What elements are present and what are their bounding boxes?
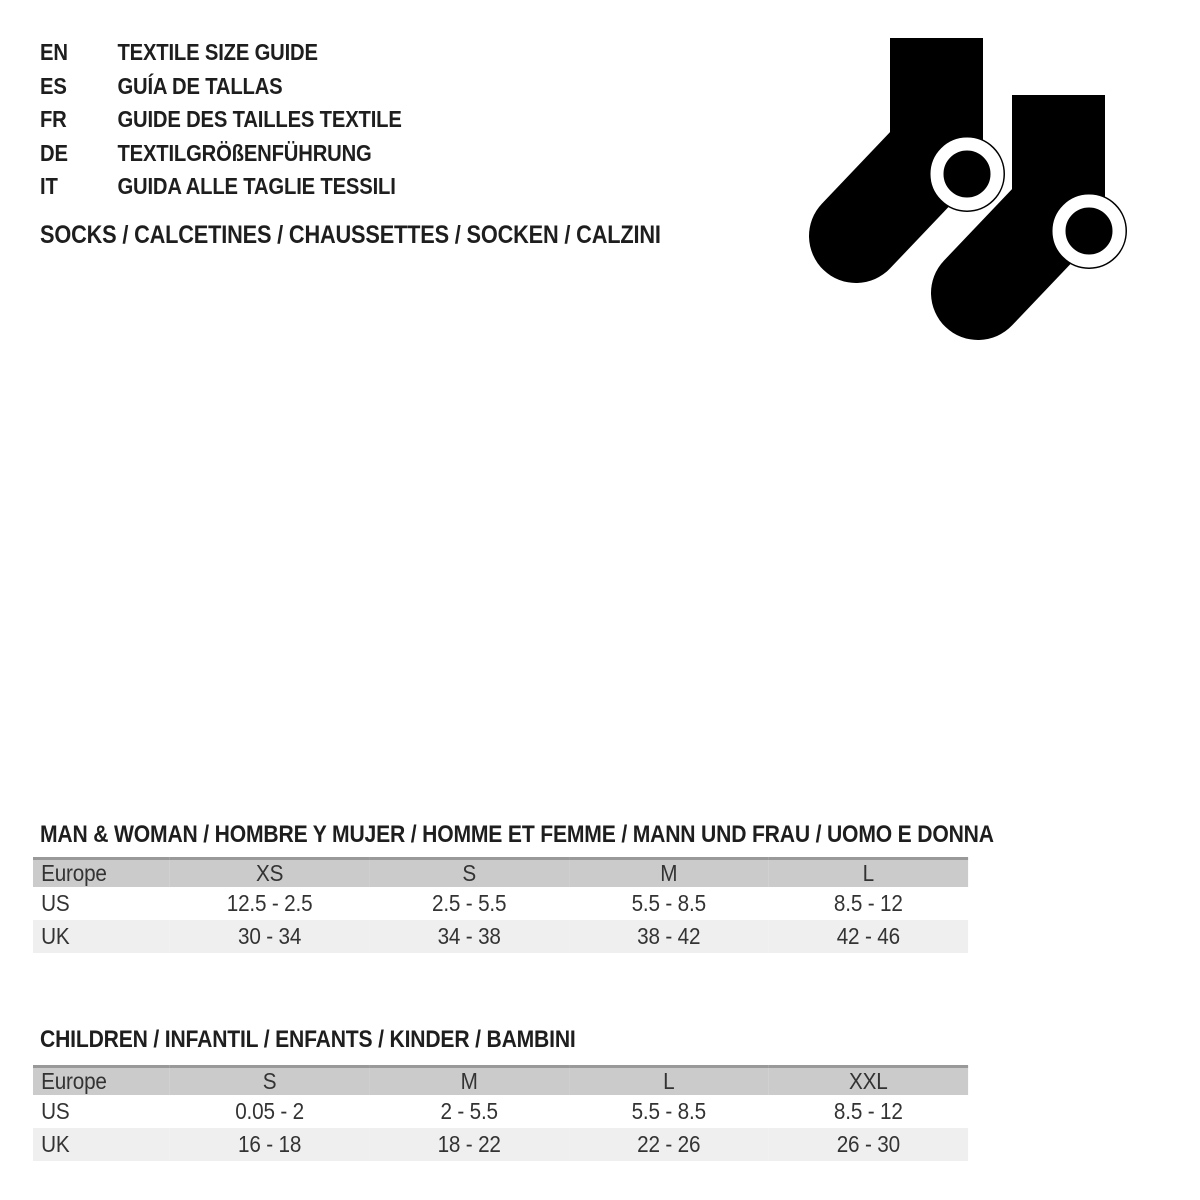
size-value: 0.05 - 2 [235,1098,304,1124]
language-code: EN [40,39,68,65]
sock-shape-left [856,38,1005,236]
language-code: ES [40,72,67,99]
section-title-children: CHILDREN / INFANTIL / ENFANTS / KINDER / BAMBINI [40,1026,576,1053]
row-label: UK [41,923,70,949]
size-value: 8.5 - 12 [833,1098,903,1124]
column-header: Europe [41,860,107,886]
column-header: Europe [41,1068,107,1094]
size-value: 38 - 42 [637,923,701,949]
size-value: 2 - 5.5 [440,1098,498,1124]
column-header: L [663,1068,675,1094]
language-title: GUIDA ALLE TAGLIE TESSILI [117,173,396,199]
language-code: DE [40,139,68,166]
row-label: UK [41,1131,70,1157]
socks-icon [780,30,1160,360]
language-title: TEXTILGRÖßENFÜHRUNG [117,139,372,166]
size-value: 22 - 26 [637,1131,701,1157]
column-header: S [262,1068,277,1094]
row-label: US [41,1098,70,1124]
column-header: M [660,860,678,886]
size-table-man-woman [33,857,968,953]
size-value: 2.5 - 5.5 [431,890,507,916]
table-header-row [33,859,968,888]
language-code: FR [40,106,67,132]
product-category-line: SOCKS / CALCETINES / CHAUSSETTES / SOCKEN / CALZINI [40,221,661,249]
table-header-row [33,1067,968,1096]
table-row-us [33,1095,968,1128]
size-value: 5.5 - 8.5 [631,890,706,916]
section-title-man-woman: MAN & WOMAN / HOMBRE Y MUJER / HOMME ET FEMME / MANN UND FRAU / UOMO E DONNA [40,821,994,848]
column-header: XXL [849,1068,888,1094]
language-title: GUÍA DE TALLAS [117,72,283,99]
column-header: L [862,860,874,886]
size-value: 5.5 - 8.5 [631,1098,706,1124]
size-value: 42 - 46 [836,923,900,949]
language-code: IT [40,173,58,199]
size-value: 16 - 18 [237,1131,302,1157]
size-value: 26 - 30 [836,1131,900,1157]
language-title: GUIDE DES TAILLES TEXTILE [117,106,402,132]
table-row-us [33,887,968,920]
size-value: 8.5 - 12 [833,890,903,916]
size-value: 30 - 34 [237,923,302,949]
size-value: 34 - 38 [437,923,501,949]
column-header: S [462,860,476,886]
language-list [40,36,402,204]
size-value: 18 - 22 [437,1131,501,1157]
size-value: 12.5 - 2.5 [226,890,313,916]
table-row-uk [33,920,968,953]
row-label: US [41,890,70,916]
table-row-uk [33,1128,968,1161]
language-title: TEXTILE SIZE GUIDE [117,39,318,65]
column-header: XS [255,860,284,886]
size-table-children [33,1065,968,1161]
sock-shape-right [978,95,1127,293]
column-header: M [460,1068,478,1094]
